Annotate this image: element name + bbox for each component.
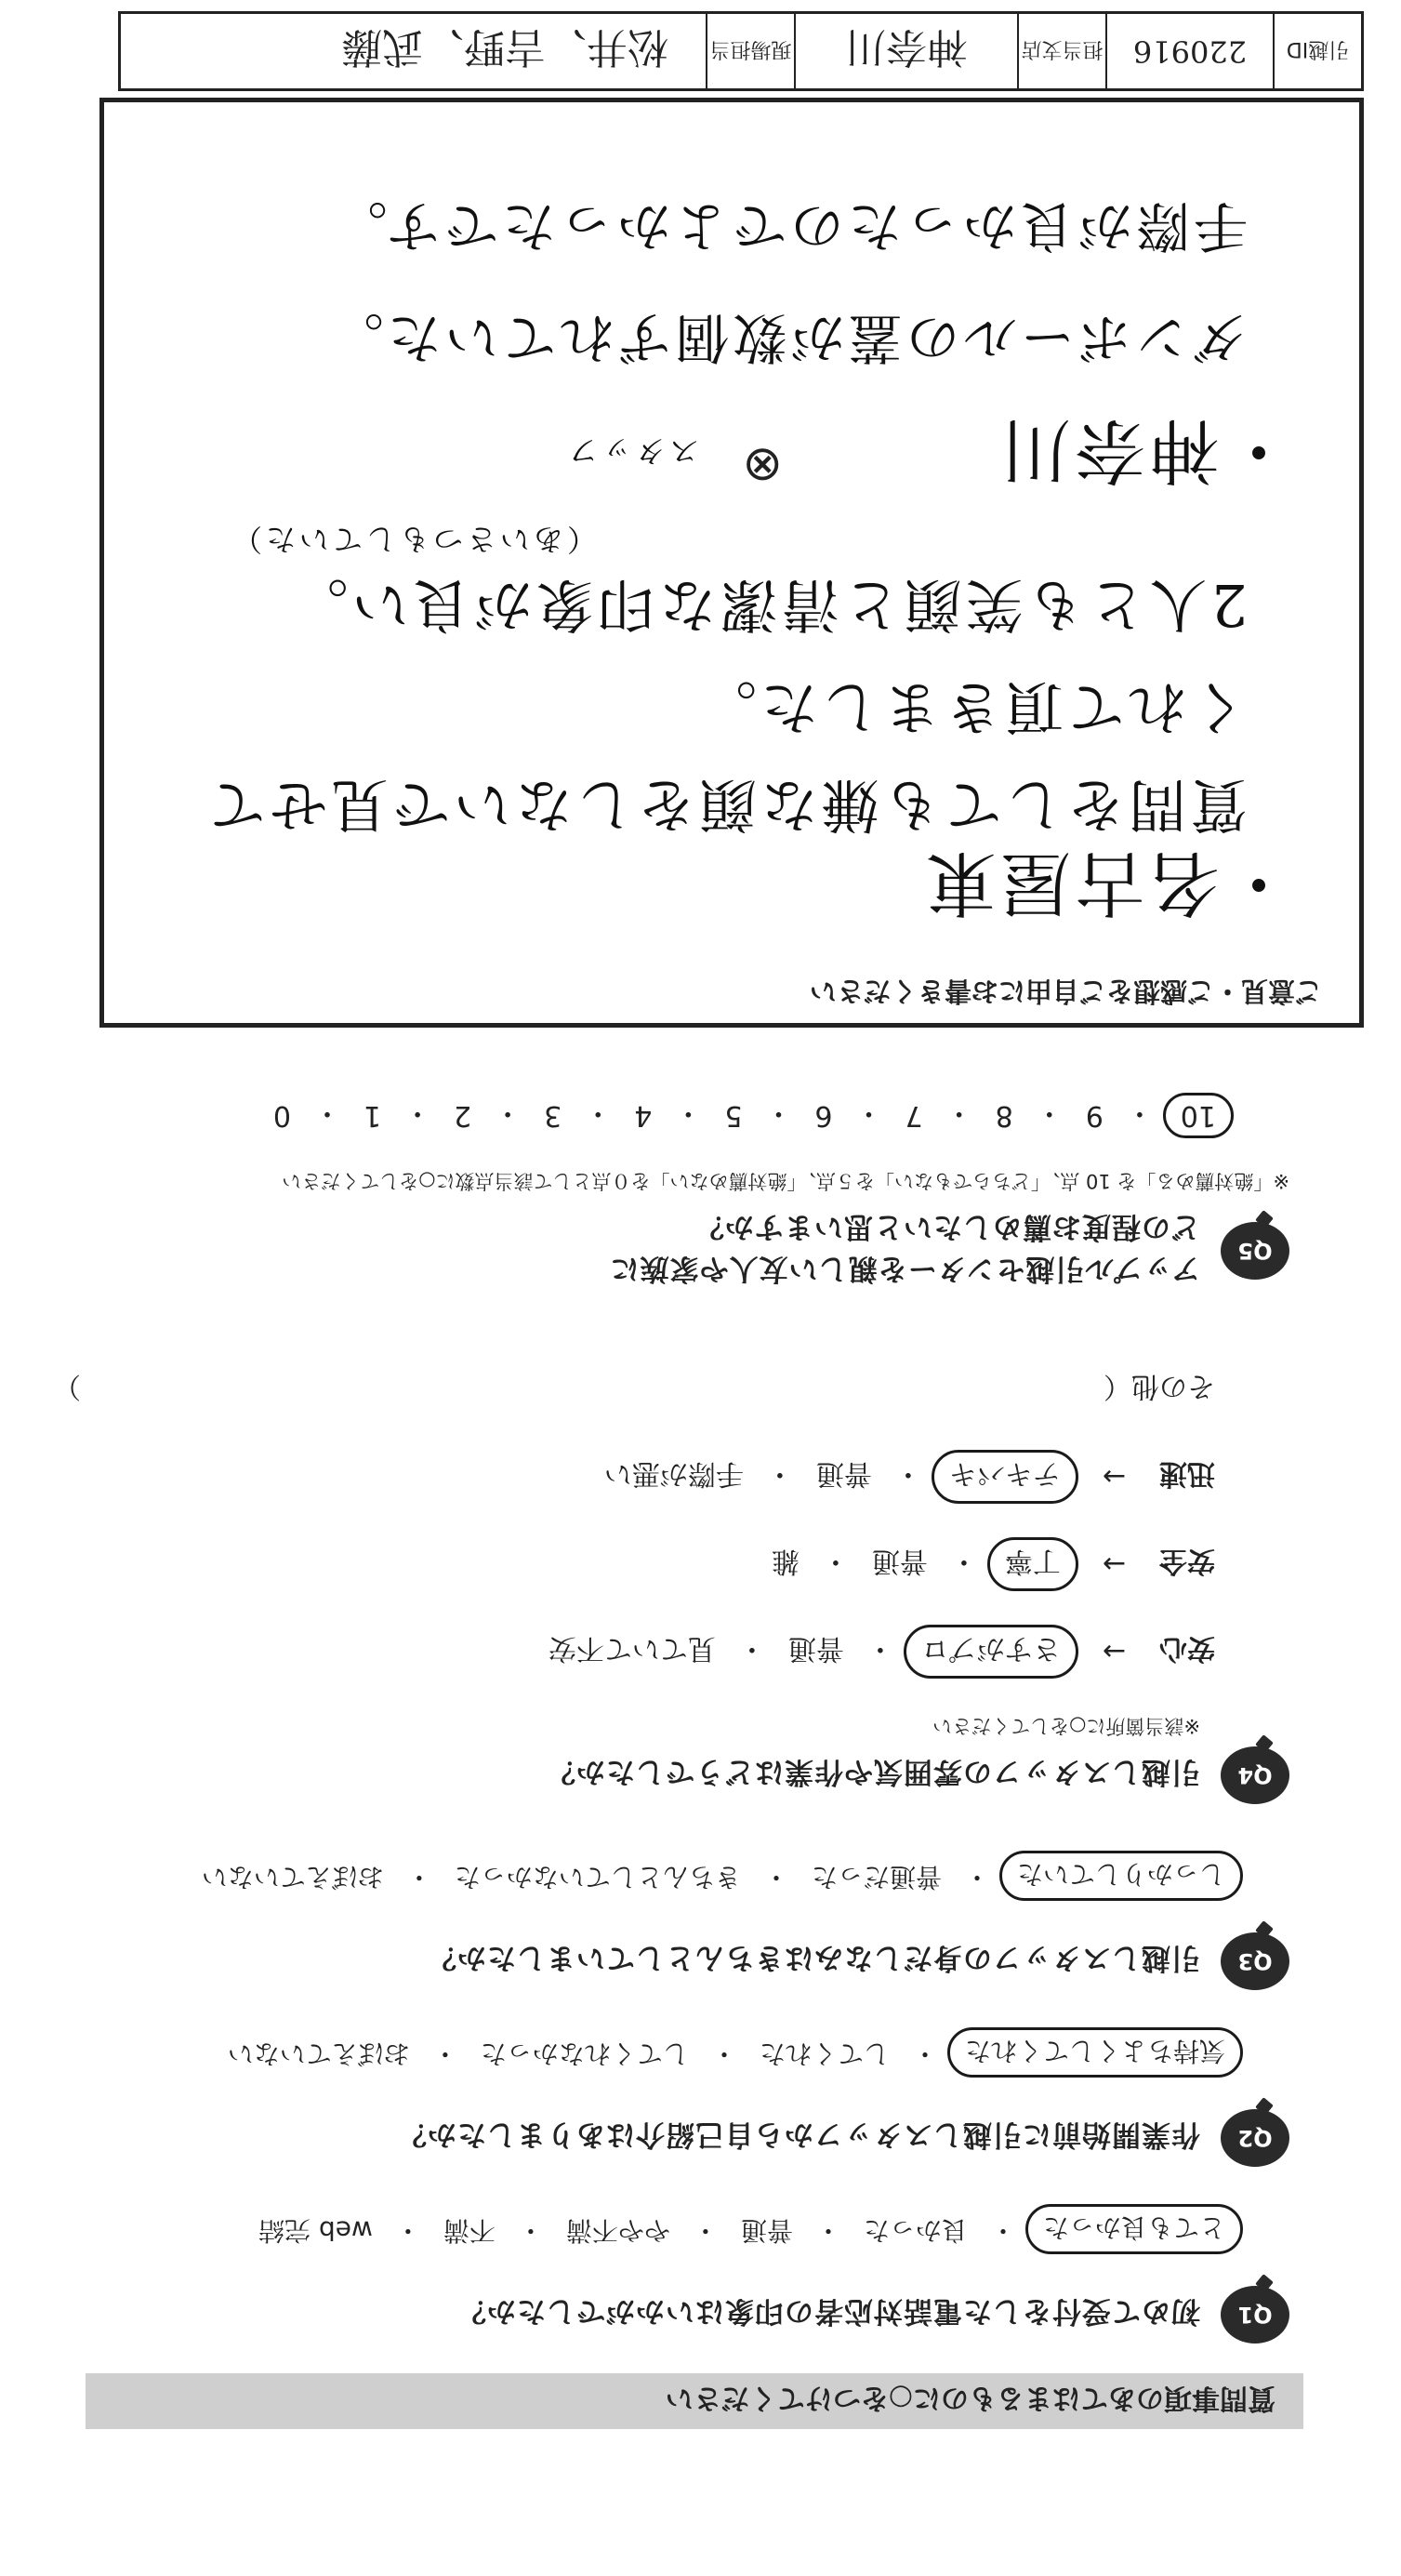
row-label: 安全 (1159, 1545, 1215, 1577)
arrow-icon: → (1102, 1635, 1126, 1668)
score-3[interactable]: 3 (544, 1099, 562, 1133)
q1-option[interactable]: 普通 (740, 2215, 793, 2246)
row-option[interactable]: 見ていて不安 (548, 1632, 716, 1665)
row-option[interactable]: 手際が悪い (603, 1457, 744, 1490)
comment-line-note: （あいさつもしていた） (228, 522, 597, 557)
q4-row-anzen: 安全 → 丁寧 ・ 普通 ・ 雑 (44, 1536, 1215, 1592)
question-5 (44, 1092, 1289, 1293)
q1-option[interactable]: とても良かった (1025, 2204, 1243, 2254)
score-7[interactable]: 7 (905, 1099, 923, 1133)
q2-option[interactable]: おぼえていない (227, 2038, 410, 2069)
q3-option[interactable]: 普通だった (811, 1862, 942, 1892)
arrow-icon: → (1102, 1547, 1126, 1581)
q4-other (53, 1361, 1215, 1417)
row-label: 迅速 (1159, 1457, 1215, 1490)
score-6[interactable]: 6 (814, 1099, 833, 1133)
q4-row-anshin: 安心 → さすがプロ ・ 普通 ・ 見ていて不安 (44, 1624, 1215, 1680)
row-option[interactable]: 普通 (871, 1545, 928, 1577)
comment-line: 2人とも笑顔と清潔な印象が良い。 (286, 571, 1248, 639)
q3-badge: Q3 (1221, 1932, 1289, 1990)
q1-option[interactable]: web 完結 (258, 2215, 373, 2246)
q4-badge: Q4 (1221, 1746, 1289, 1804)
instruction-text: 質問事項のあてはまるものに○をつけてください (665, 2382, 1275, 2414)
x-mark-icon: ⊗ (742, 437, 783, 493)
branch-value[interactable]: 神奈川 (794, 14, 1017, 88)
score-10[interactable]: 10 (1163, 1094, 1234, 1139)
q5-text-2: どの程度お薦めしたいと思いますか？ (694, 1210, 1200, 1243)
comment-line: 質問をしても嫌な顔をしないで見せて (204, 771, 1248, 839)
q4-row-jinsoku: 迅速 → テキパキ ・ 普通 ・ 手際が悪い (44, 1449, 1215, 1505)
row-option[interactable]: 普通 (815, 1457, 872, 1490)
q4-text: 引越しスタッフの雰囲気や作業はどうでしたか？ (546, 1755, 1200, 1789)
row-option[interactable]: テキパキ (932, 1450, 1078, 1504)
q1-text: 初めて受付をした電話対応者の印象はいかがでしたか？ (456, 2294, 1200, 2329)
header-table (118, 11, 1364, 91)
q3-text: 引越しスタッフの身だしなみはきちんとしていましたか？ (427, 1941, 1200, 1975)
field-value[interactable]: 松井、吉野、武藤 (341, 23, 668, 71)
comment-line: ・神奈川 (997, 409, 1294, 492)
score-9[interactable]: 9 (1085, 1099, 1104, 1133)
q2-option[interactable]: してくれなかった (480, 2038, 689, 2069)
instruction-bar (86, 2373, 1303, 2429)
comment-line: ・名古屋東 (922, 842, 1294, 924)
q2-options: 気持ちよくしてくれた ・ してくれた ・ してくれなかった ・ おぼえていない (44, 2027, 1243, 2078)
row-label: 安心 (1159, 1632, 1215, 1665)
q1-option[interactable]: やや不満 (565, 2215, 670, 2246)
question-3 (44, 1851, 1289, 1990)
score-5[interactable]: 5 (724, 1099, 743, 1133)
score-1[interactable]: 1 (363, 1099, 382, 1133)
score-0[interactable]: 0 (272, 1099, 291, 1133)
field-label: 現場担当 (706, 14, 794, 88)
id-label: 引越ID (1273, 14, 1361, 88)
row-option[interactable]: 雑 (771, 1545, 800, 1577)
comment-line: ダンボールの蓋が数個ずれていた。 (325, 306, 1248, 369)
comment-title: ご意見・ご感想をご自由にお書きください (809, 976, 1322, 1007)
q1-option[interactable]: 良かった (863, 2215, 968, 2246)
comment-box[interactable] (99, 98, 1364, 1028)
q4-note: ※該当箇所に○をしてください (932, 1715, 1200, 1737)
q5-badge: Q5 (1221, 1222, 1289, 1280)
comment-line: くれて頂きました。 (694, 673, 1248, 741)
row-option[interactable]: さすがプロ (904, 1625, 1078, 1679)
row-option[interactable]: 普通 (787, 1632, 844, 1665)
score-8[interactable]: 8 (995, 1099, 1013, 1133)
id-value[interactable]: 220916 (1105, 14, 1273, 88)
q1-option[interactable]: 不満 (443, 2215, 496, 2246)
question-4 (44, 1361, 1289, 1804)
q3-option[interactable]: しっかりしていた (999, 1851, 1243, 1901)
other-close: ） (53, 1370, 81, 1402)
q5-scale: 10 ・ 9 ・ 8 ・ 7 ・ 6 ・ 5 ・ 4 ・ 3 ・ 2 ・ 1 ・ 0 (44, 1092, 1234, 1140)
question-2 (44, 2027, 1289, 2167)
branch-label: 担当支店 (1017, 14, 1105, 88)
arrow-icon: → (1102, 1460, 1126, 1494)
comment-line: 手際が良かったのでよかったです。 (329, 194, 1248, 258)
q5-note: ※「絶対薦める」を 10 点、「どちらでもない」を５点、「絶対薦めない」を０点として該当点数に○をしてください (282, 1170, 1289, 1192)
q1-badge: Q1 (1221, 2286, 1289, 2344)
q2-option[interactable]: 気持ちよくしてくれた (947, 2027, 1243, 2078)
q5-text: アップル引越センターを親しい友人や家族に (609, 1252, 1200, 1285)
score-4[interactable]: 4 (634, 1099, 653, 1133)
q3-option[interactable]: きちんとしていなかった (454, 1862, 741, 1892)
question-1 (44, 2204, 1289, 2344)
row-option[interactable]: 丁寧 (987, 1537, 1078, 1591)
q1-options: とても良かった ・ 良かった ・ 普通 ・ やや不満 ・ 不満 ・ web 完結 (44, 2204, 1243, 2254)
margin-note: スタッフ (564, 433, 699, 469)
q3-option[interactable]: おぼえていない (201, 1862, 384, 1892)
other-label: その他（ (1104, 1370, 1215, 1402)
q2-option[interactable]: してくれた (759, 2038, 890, 2069)
q2-text: 作業開始前に引越しスタッフから自己紹介はありましたか？ (397, 2118, 1200, 2152)
q2-badge: Q2 (1221, 2109, 1289, 2167)
q3-options: しっかりしていた ・ 普通だった ・ きちんとしていなかった ・ おぼえていない (44, 1851, 1243, 1901)
score-2[interactable]: 2 (454, 1099, 472, 1133)
